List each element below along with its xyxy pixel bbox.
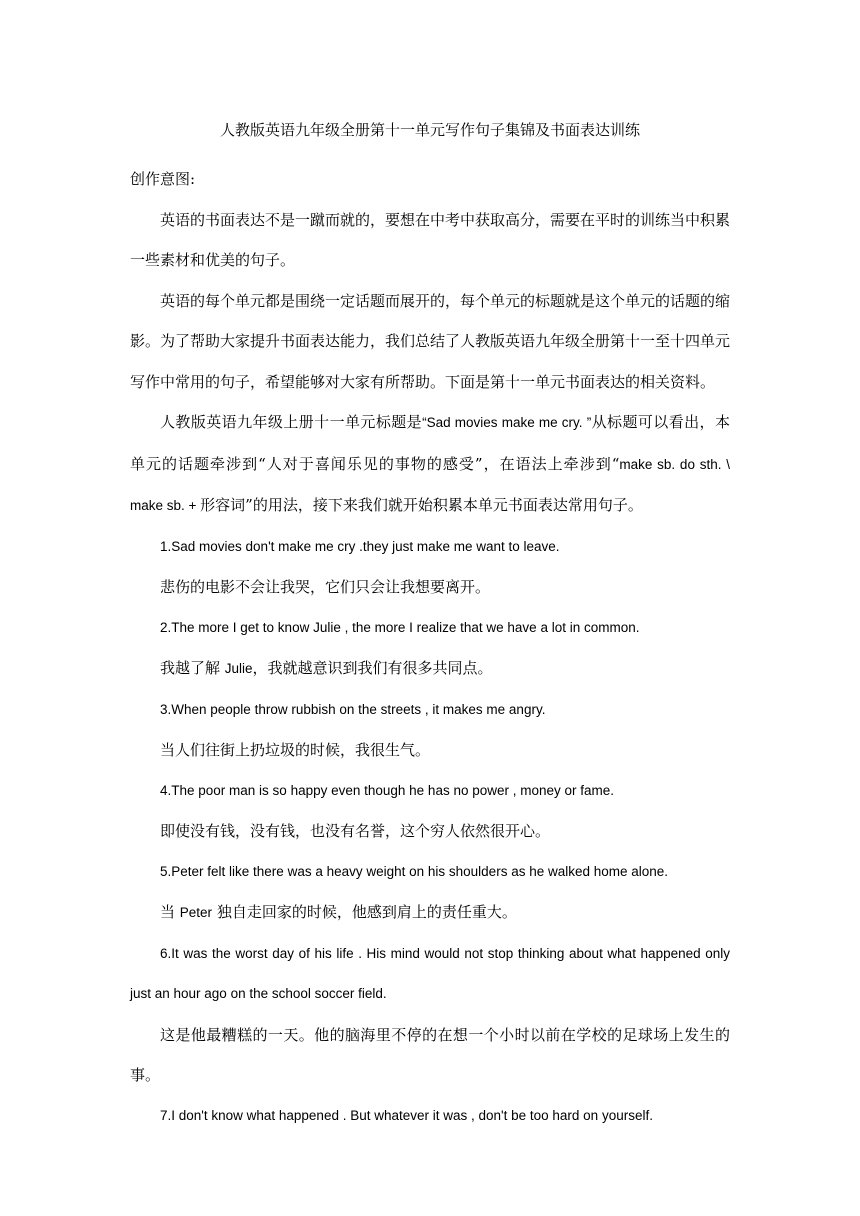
sentence-4-en: 4.The poor man is so happy even though he has no power , money or fame. [160, 782, 615, 798]
intro-3-text-a: 人教版英语九年级上册十一单元标题是 [160, 413, 423, 431]
sentence-1-en: 1.Sad movies don't make me cry .they just make me want to leave. [160, 538, 560, 554]
grammar-pattern: make sb. do sth. \ make sb. + [130, 456, 730, 513]
sentence-2-zh-a: 我越了解 [160, 659, 225, 677]
intent-label: 创作意图: [130, 170, 196, 188]
sentence-2-zh-b: ，我就越意识到我们有很多共同点。 [252, 659, 493, 677]
intro-3-text-c: 形容词”的用法，接下来我们就开始积累本单元书面表达常用句子。 [200, 496, 643, 514]
unit-title-quote: “Sad movies make me cry. ” [422, 415, 592, 430]
intro-paragraph-3 [130, 402, 730, 527]
intro-3-text-b: 从标题可以看出，本单元的话题牵涉到“人对于喜闻乐见的事物的感受”，在语法上牵涉到“ [130, 413, 730, 473]
sentence-6-en: 6.It was the worst day of his life . His mind would not stop thinking about what happened only just an hour ago on the school soccer field. [130, 945, 730, 1001]
sentence-2-zh-name: Julie [224, 661, 253, 676]
document-page [130, 118, 730, 1136]
sentence-5-zh [130, 892, 730, 934]
sentence-5-en: 5.Peter felt like there was a heavy weight on his shoulders as he walked home alone. [160, 863, 669, 879]
sentence-5-zh-b: 独自走回家的时候，他感到肩上的责任重大。 [212, 903, 517, 921]
sentence-2-en: 2.The more I get to know Julie , the more I realize that we have a lot in common. [160, 619, 640, 635]
sentence-3-zh: 当人们往街上扔垃圾的时候，我很生气。 [160, 741, 431, 759]
sentence-1-zh: 悲伤的电影不会让我哭，它们只会让我想要离开。 [160, 578, 491, 596]
document-title: 人教版英语九年级全册第十一单元写作句子集锦及书面表达训练 [219, 121, 640, 139]
sentence-5-zh-name: Peter [179, 905, 213, 920]
intro-paragraph-1: 英语的书面表达不是一蹴而就的，要想在中考中获取高分，需要在平时的训练当中积累一些素材和优美的句子。 [130, 210, 731, 269]
sentence-2-zh [130, 648, 730, 690]
sentence-6-zh: 这是他最糟糕的一天。他的脑海里不停的在想一个小时以前在学校的足球场上发生的事。 [130, 1025, 730, 1084]
sentence-7-en: 7.I don't know what happened . But whatever it was , don't be too hard on yourself. [160, 1107, 653, 1123]
sentence-3-en: 3.When people throw rubbish on the streets , it makes me angry. [160, 701, 546, 717]
intro-paragraph-2: 英语的每个单元都是围绕一定话题而展开的，每个单元的标题就是这个单元的话题的缩影。为了帮助大家提升书面表达能力，我们总结了人教版英语九年级全册第十一至十四单元写作中常用的句子，希望能够对大家有所帮助。下面是第十一单元书面表达的相关资料。 [130, 291, 731, 391]
sentence-5-zh-a: 当 [160, 903, 180, 921]
sentence-4-zh: 即使没有钱，没有钱，也没有名誉，这个穷人依然很开心。 [160, 822, 551, 840]
